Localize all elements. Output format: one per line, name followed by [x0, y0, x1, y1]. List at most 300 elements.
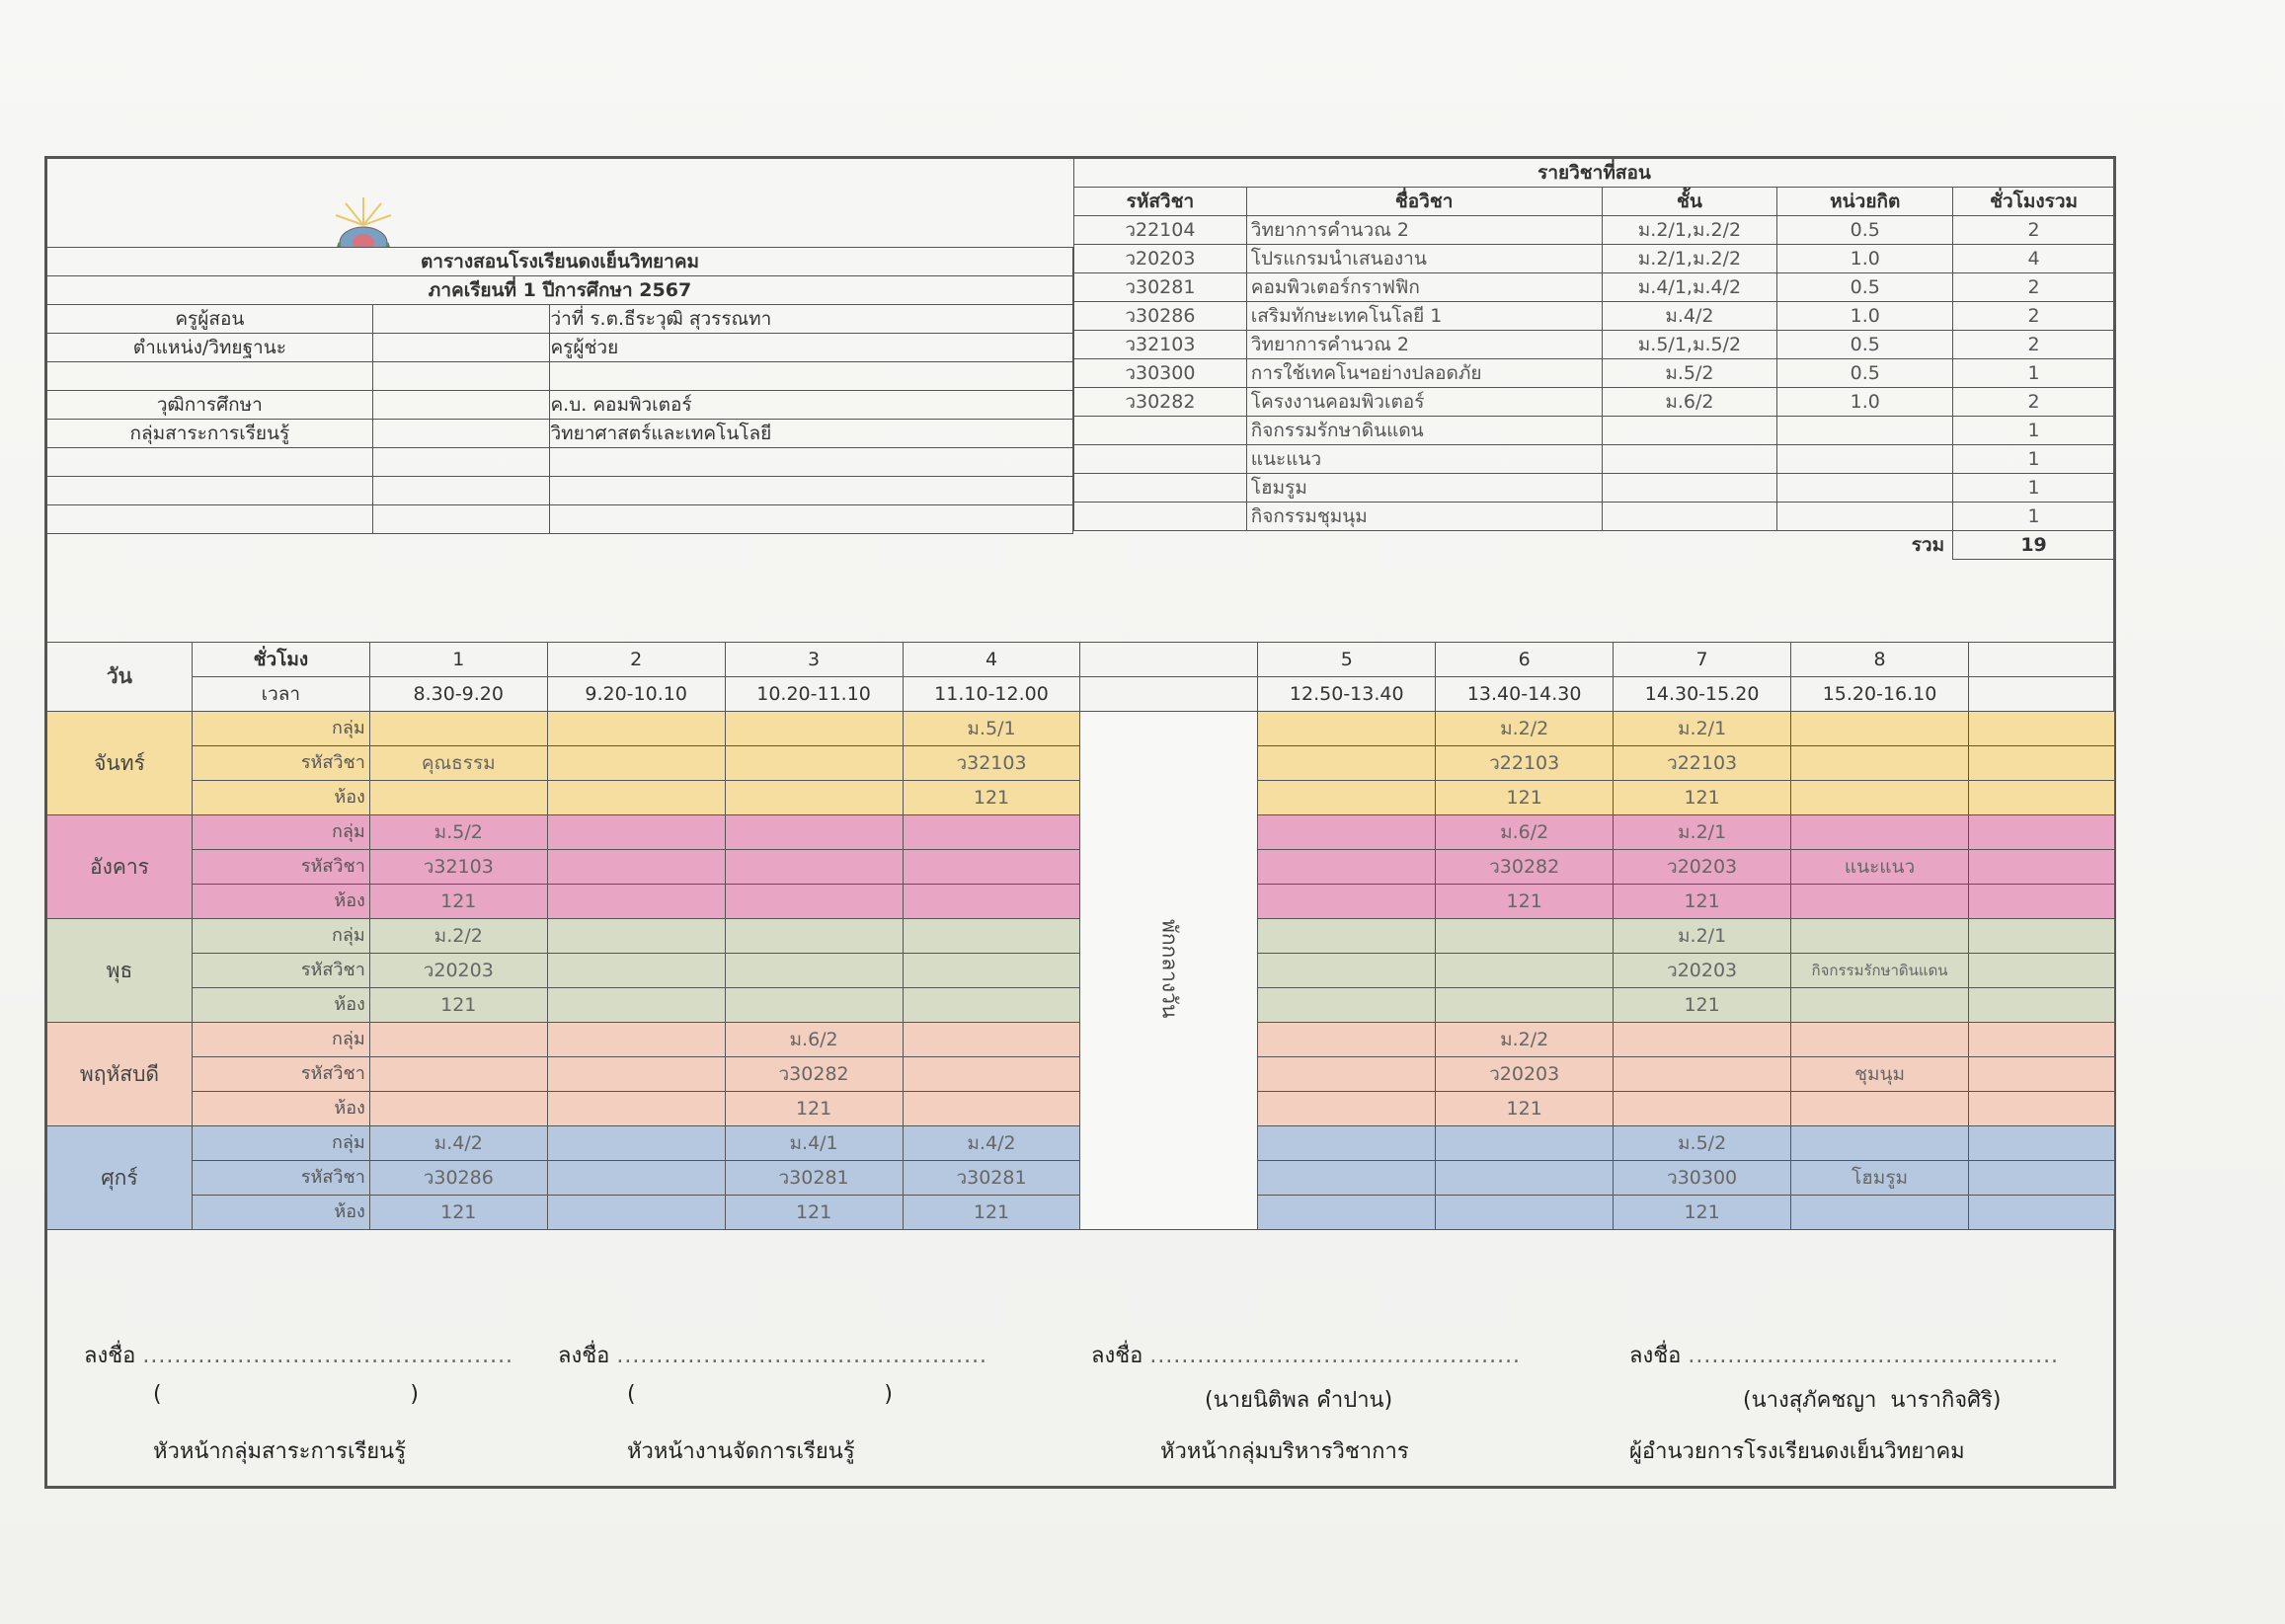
- subject-hours: 1: [1953, 445, 2115, 474]
- subject-class: ม.5/1,ม.5/2: [1602, 331, 1777, 359]
- schedule-cell: [1258, 954, 1436, 988]
- signer-name: ( ): [627, 1382, 893, 1407]
- schedule-cell: [1791, 988, 1969, 1023]
- info-blank: [372, 362, 550, 391]
- subject-credit: [1777, 417, 1953, 445]
- subject-name: วิทยาการคำนวณ 2: [1246, 216, 1602, 245]
- schedule-cell: ว30286: [369, 1161, 547, 1196]
- sign-label: ลงชื่อ: [1629, 1344, 1682, 1368]
- subject-credit: 1.0: [1777, 388, 1953, 417]
- row-label: รหัสวิชา: [192, 954, 369, 988]
- schedule-cell: [1969, 919, 2115, 954]
- schedule-cell: 121: [1614, 885, 1791, 919]
- signature-line: [1091, 1338, 1521, 1372]
- schedule-cell: [1969, 746, 2115, 781]
- subject-hours: 2: [1953, 302, 2115, 331]
- schedule-cell: [1258, 781, 1436, 815]
- schedule-cell: 121: [903, 781, 1080, 815]
- row-label: กลุ่ม: [192, 919, 369, 954]
- subjects-column-header: ชั่วโมงรวม: [1953, 188, 2115, 216]
- subject-class: ม.6/2: [1602, 388, 1777, 417]
- period-number: 8: [1791, 643, 1969, 677]
- subject-credit: 1.0: [1777, 302, 1953, 331]
- info-blank: [372, 505, 550, 534]
- schedule-cell: ม.2/2: [369, 919, 547, 954]
- period-number: 4: [903, 643, 1080, 677]
- period-number: 5: [1258, 643, 1436, 677]
- info-label: ครูผู้สอน: [47, 305, 373, 334]
- info-row: [47, 362, 1073, 391]
- schedule-cell: โฮมรูม: [1791, 1161, 1969, 1196]
- schedule-cell: [1258, 1161, 1436, 1196]
- subject-class: ม.2/1,ม.2/2: [1602, 245, 1777, 273]
- info-blank: [47, 448, 373, 477]
- row-label: ห้อง: [192, 1092, 369, 1126]
- schedule-cell: [1258, 885, 1436, 919]
- period-time: 15.20-16.10: [1791, 677, 1969, 712]
- schedule-cell: [903, 850, 1080, 885]
- info-blank: [550, 505, 1073, 534]
- schedule-cell: ม.5/1: [903, 712, 1080, 746]
- subject-name: โครงงานคอมพิวเตอร์: [1246, 388, 1602, 417]
- schedule-cell: [1258, 815, 1436, 850]
- schedule-cell: ม.4/2: [903, 1126, 1080, 1161]
- schedule-cell: [903, 1092, 1080, 1126]
- schedule-cell: ม.2/1: [1614, 712, 1791, 746]
- schedule-cell: [1791, 1023, 1969, 1057]
- subject-code: ว30300: [1074, 359, 1247, 388]
- total-label: รวม: [1074, 531, 1953, 560]
- schedule-cell: [547, 1057, 725, 1092]
- schedule-cell: [547, 1161, 725, 1196]
- schedule-cell: ว30281: [903, 1161, 1080, 1196]
- sign-dots: ...............................................: [1688, 1344, 2060, 1368]
- schedule-cell: ชุมนุม: [1791, 1057, 1969, 1092]
- schedule-cell: [1969, 1126, 2115, 1161]
- subject-credit: 1.0: [1777, 245, 1953, 273]
- schedule-cell: [1969, 988, 2115, 1023]
- schedule-cell: [1258, 1023, 1436, 1057]
- row-label: กลุ่ม: [192, 1023, 369, 1057]
- schedule-cell: ว32103: [369, 850, 547, 885]
- row-label: รหัสวิชา: [192, 746, 369, 781]
- subject-class: ม.4/1,ม.4/2: [1602, 273, 1777, 302]
- info-label: วุฒิการศึกษา: [47, 391, 373, 420]
- sign-label: ลงชื่อ: [1091, 1344, 1143, 1368]
- schedule-cell: [1614, 1092, 1791, 1126]
- row-label: ห้อง: [192, 1196, 369, 1230]
- schedule-cell: กิจกรรมรักษาดินแดน: [1791, 954, 1969, 988]
- info-blank: [550, 448, 1073, 477]
- schedule-cell: ว20203: [369, 954, 547, 988]
- period-number: 7: [1614, 643, 1791, 677]
- info-value: [550, 362, 1073, 391]
- schedule-cell: [903, 919, 1080, 954]
- info-blank: [372, 305, 550, 334]
- day-name: จันทร์: [47, 712, 193, 815]
- subject-name: โฮมรูม: [1246, 474, 1602, 503]
- day-name: พฤหัสบดี: [47, 1023, 193, 1126]
- schedule-cell: ว32103: [903, 746, 1080, 781]
- schedule-cell: [1436, 919, 1614, 954]
- schedule-cell: ม.6/2: [725, 1023, 903, 1057]
- subject-credit: [1777, 445, 1953, 474]
- signature-line: [558, 1338, 987, 1372]
- subject-credit: 0.5: [1777, 273, 1953, 302]
- subject-credit: [1777, 503, 1953, 531]
- info-blank: [550, 477, 1073, 505]
- subject-hours: 1: [1953, 359, 2115, 388]
- subject-credit: 0.5: [1777, 331, 1953, 359]
- schedule-cell: [1436, 1161, 1614, 1196]
- row-label: กลุ่ม: [192, 815, 369, 850]
- schedule-cell: ม.5/2: [369, 815, 547, 850]
- period-time: 10.20-11.10: [725, 677, 903, 712]
- subjects-column-header: รหัสวิชา: [1074, 188, 1247, 216]
- schedule-cell: ว20203: [1614, 954, 1791, 988]
- info-row: [47, 391, 1073, 420]
- schedule-cell: ว22103: [1614, 746, 1791, 781]
- subject-row: [1074, 503, 2115, 531]
- row-label: รหัสวิชา: [192, 850, 369, 885]
- schedule-cell: [547, 1196, 725, 1230]
- subject-code: ว30281: [1074, 273, 1247, 302]
- schedule-cell: [547, 988, 725, 1023]
- signature-line: [1629, 1338, 2059, 1372]
- subject-name: เสริมทักษะเทคโนโลยี 1: [1246, 302, 1602, 331]
- subject-row: [1074, 331, 2115, 359]
- schedule-cell: [369, 1057, 547, 1092]
- info-blank: [372, 391, 550, 420]
- schedule-cell: 121: [1614, 1196, 1791, 1230]
- schedule-cell: ว30300: [1614, 1161, 1791, 1196]
- signer-role: ผู้อำนวยการโรงเรียนดงเย็นวิทยาคม: [1629, 1439, 1965, 1464]
- schedule-cell: [1969, 1161, 2115, 1196]
- subject-name: วิทยาการคำนวณ 2: [1246, 331, 1602, 359]
- info-label: กลุ่มสาระการเรียนรู้: [47, 420, 373, 448]
- schedule-cell: ม.4/2: [369, 1126, 547, 1161]
- schedule-cell: [1969, 781, 2115, 815]
- teacher-info-table: [46, 158, 1073, 534]
- schedule-cell: [1969, 712, 2115, 746]
- school-logo-icon: [324, 195, 403, 248]
- schedule-cell: [1969, 954, 2115, 988]
- schedule-cell: 121: [1436, 885, 1614, 919]
- day-name: ศุกร์: [47, 1126, 193, 1230]
- lunch-break-label: พักกลางวัน: [1157, 918, 1182, 1019]
- schedule-cell: [725, 815, 903, 850]
- subject-hours: 2: [1953, 388, 2115, 417]
- subject-class: ม.4/2: [1602, 302, 1777, 331]
- period-header: ชั่วโมง: [192, 643, 369, 677]
- schedule-cell: [1791, 746, 1969, 781]
- subject-class: [1602, 474, 1777, 503]
- schedule-cell: [1436, 988, 1614, 1023]
- schedule-cell: ว30282: [725, 1057, 903, 1092]
- schedule-cell: ม.4/1: [725, 1126, 903, 1161]
- schedule-table: [46, 642, 2115, 1230]
- schedule-cell: ว20203: [1614, 850, 1791, 885]
- subject-hours: 2: [1953, 331, 2115, 359]
- info-blank: [372, 448, 550, 477]
- subject-code: [1074, 417, 1247, 445]
- signer-role: หัวหน้ากลุ่มสาระการเรียนรู้: [153, 1439, 407, 1464]
- period-time: 14.30-15.20: [1614, 677, 1791, 712]
- info-label: ตำแหน่ง/วิทยฐานะ: [47, 334, 373, 362]
- info-row: [47, 420, 1073, 448]
- schedule-cell: [547, 1092, 725, 1126]
- subjects-column-header: ชั้น: [1602, 188, 1777, 216]
- schedule-cell: [369, 781, 547, 815]
- schedule-cell: [1791, 1126, 1969, 1161]
- subjects-column-header: ชื่อวิชา: [1246, 188, 1602, 216]
- row-label: กลุ่ม: [192, 1126, 369, 1161]
- schedule-cell: [1791, 1196, 1969, 1230]
- schedule-cell: [1791, 815, 1969, 850]
- lunch-header-blank: [1080, 643, 1258, 677]
- period-time: 8.30-9.20: [369, 677, 547, 712]
- subject-hours: 1: [1953, 474, 2115, 503]
- subject-hours: 1: [1953, 503, 2115, 531]
- subject-class: [1602, 445, 1777, 474]
- subject-credit: 0.5: [1777, 359, 1953, 388]
- schedule-cell: [1258, 1196, 1436, 1230]
- subject-name: แนะแนว: [1246, 445, 1602, 474]
- schedule-cell: [547, 1126, 725, 1161]
- info-blank: [372, 420, 550, 448]
- schedule-row: [47, 712, 2115, 746]
- schedule-cell: [369, 1092, 547, 1126]
- schedule-cell: 121: [369, 885, 547, 919]
- subject-code: ว30286: [1074, 302, 1247, 331]
- subject-class: ม.2/1,ม.2/2: [1602, 216, 1777, 245]
- row-label: ห้อง: [192, 885, 369, 919]
- subjects-header-row: [1074, 188, 2115, 216]
- sign-label: ลงชื่อ: [84, 1344, 136, 1368]
- info-value: ครูผู้ช่วย: [550, 334, 1073, 362]
- schedule-cell: แนะแนว: [1791, 850, 1969, 885]
- subject-hours: 1: [1953, 417, 2115, 445]
- info-value: ค.บ. คอมพิวเตอร์: [550, 391, 1073, 420]
- schedule-cell: [369, 1023, 547, 1057]
- schedule-cell: [903, 885, 1080, 919]
- info-label: [47, 362, 373, 391]
- subject-code: ว20203: [1074, 245, 1247, 273]
- schedule-cell: [1969, 815, 2115, 850]
- schedule-cell: [1614, 1023, 1791, 1057]
- signer-role: หัวหน้ากลุ่มบริหารวิชาการ: [1160, 1439, 1409, 1464]
- schedule-cell: [725, 746, 903, 781]
- schedule-cell: [1969, 1057, 2115, 1092]
- schedule-cell: 121: [1436, 781, 1614, 815]
- subject-row: [1074, 302, 2115, 331]
- schedule-cell: 121: [369, 1196, 547, 1230]
- schedule-cell: [1258, 919, 1436, 954]
- period-number: 6: [1436, 643, 1614, 677]
- subject-name: การใช้เทคโนฯอย่างปลอดภัย: [1246, 359, 1602, 388]
- schedule-cell: [369, 712, 547, 746]
- schedule-cell: [1969, 1196, 2115, 1230]
- subject-credit: [1777, 474, 1953, 503]
- schedule-cell: [547, 712, 725, 746]
- subject-hours: 4: [1953, 245, 2115, 273]
- schedule-cell: [725, 850, 903, 885]
- schedule-cell: ม.2/1: [1614, 919, 1791, 954]
- subject-row: [1074, 388, 2115, 417]
- subject-credit: 0.5: [1777, 216, 1953, 245]
- signature-line: [84, 1338, 513, 1372]
- subject-code: [1074, 503, 1247, 531]
- row-label: รหัสวิชา: [192, 1161, 369, 1196]
- subject-code: [1074, 445, 1247, 474]
- schedule-cell: [1969, 1023, 2115, 1057]
- lunch-header-blank: [1080, 677, 1258, 712]
- schedule-cell: [1791, 712, 1969, 746]
- schedule-cell: ว30281: [725, 1161, 903, 1196]
- header-blank: [1969, 677, 2115, 712]
- schedule-cell: [547, 919, 725, 954]
- signer-name: (นายนิติพล คำปาน): [1205, 1388, 1393, 1413]
- info-row: [47, 305, 1073, 334]
- schedule-cell: [725, 885, 903, 919]
- schedule-cell: [547, 954, 725, 988]
- header-blank: [1969, 643, 2115, 677]
- info-value: วิทยาศาสตร์และเทคโนโลยี: [550, 420, 1073, 448]
- period-number: 2: [547, 643, 725, 677]
- signer-name: (นางสุภัคชญา นารากิจศิริ): [1743, 1388, 2002, 1413]
- subject-class: [1602, 417, 1777, 445]
- schedule-cell: ม.6/2: [1436, 815, 1614, 850]
- sign-dots: ...............................................: [1149, 1344, 1522, 1368]
- schedule-cell: [903, 988, 1080, 1023]
- schedule-cell: [1791, 1092, 1969, 1126]
- term-title: ภาคเรียนที่ 1 ปีการศึกษา 2567: [47, 276, 1073, 305]
- schedule-cell: 121: [1436, 1092, 1614, 1126]
- schedule-cell: [547, 815, 725, 850]
- schedule-cell: ม.2/2: [1436, 1023, 1614, 1057]
- period-time: 11.10-12.00: [903, 677, 1080, 712]
- schedule-cell: ว22103: [1436, 746, 1614, 781]
- schedule-cell: [1614, 1057, 1791, 1092]
- schedule-cell: [547, 850, 725, 885]
- schedule-cell: 121: [1614, 781, 1791, 815]
- subject-name: คอมพิวเตอร์กราฟฟิก: [1246, 273, 1602, 302]
- subject-row: [1074, 445, 2115, 474]
- schedule-cell: 121: [903, 1196, 1080, 1230]
- subject-hours: 2: [1953, 273, 2115, 302]
- subjects-table: [1073, 158, 2115, 560]
- schedule-cell: ม.5/2: [1614, 1126, 1791, 1161]
- subject-row: [1074, 245, 2115, 273]
- schedule-cell: คุณธรรม: [369, 746, 547, 781]
- subject-code: [1074, 474, 1247, 503]
- subject-code: ว30282: [1074, 388, 1247, 417]
- schedule-cell: [1436, 1196, 1614, 1230]
- subject-name: โปรแกรมนำเสนองาน: [1246, 245, 1602, 273]
- schedule-cell: [547, 746, 725, 781]
- schedule-cell: [903, 815, 1080, 850]
- schedule-cell: [1969, 885, 2115, 919]
- period-time: 9.20-10.10: [547, 677, 725, 712]
- info-blank: [372, 477, 550, 505]
- schedule-cell: [725, 988, 903, 1023]
- day-name: อังคาร: [47, 815, 193, 919]
- schedule-cell: [725, 781, 903, 815]
- sign-dots: ...............................................: [142, 1344, 514, 1368]
- info-row: [47, 334, 1073, 362]
- subject-name: กิจกรรมชุมนุม: [1246, 503, 1602, 531]
- schedule-cell: 121: [369, 988, 547, 1023]
- time-header: เวลา: [192, 677, 369, 712]
- schedule-cell: ม.2/1: [1614, 815, 1791, 850]
- schedule-cell: 121: [1614, 988, 1791, 1023]
- schedule-cell: [1791, 919, 1969, 954]
- lunch-break: [1080, 712, 1258, 1230]
- schedule-cell: ม.2/2: [1436, 712, 1614, 746]
- schedule-cell: ว20203: [1436, 1057, 1614, 1092]
- schedule-cell: [1258, 1057, 1436, 1092]
- subjects-column-header: หน่วยกิต: [1777, 188, 1953, 216]
- schedule-cell: [547, 781, 725, 815]
- subject-code: ว22104: [1074, 216, 1247, 245]
- sign-dots: ...............................................: [616, 1344, 988, 1368]
- info-value: ว่าที่ ร.ต.ธีระวุฒิ สุวรรณทา: [550, 305, 1073, 334]
- schedule-cell: [903, 954, 1080, 988]
- period-time: 12.50-13.40: [1258, 677, 1436, 712]
- subject-class: ม.5/2: [1602, 359, 1777, 388]
- schedule-cell: [725, 919, 903, 954]
- schedule-cell: [1436, 1126, 1614, 1161]
- row-label: ห้อง: [192, 988, 369, 1023]
- sign-label: ลงชื่อ: [558, 1344, 610, 1368]
- total-hours: 19: [1953, 531, 2115, 560]
- period-time: 13.40-14.30: [1436, 677, 1614, 712]
- schedule-cell: [725, 954, 903, 988]
- schedule-cell: [1258, 1092, 1436, 1126]
- schedule-cell: [547, 885, 725, 919]
- schedule-cell: [1258, 746, 1436, 781]
- info-blank: [372, 334, 550, 362]
- day-name: พุธ: [47, 919, 193, 1023]
- info-blank: [47, 505, 373, 534]
- schedule-cell: [547, 1023, 725, 1057]
- schedule-cell: [1258, 1126, 1436, 1161]
- schedule-cell: [725, 712, 903, 746]
- schedule-cell: [1791, 885, 1969, 919]
- subject-row: [1074, 273, 2115, 302]
- schedule-cell: [1436, 954, 1614, 988]
- subject-name: กิจกรรมรักษาดินแดน: [1246, 417, 1602, 445]
- row-label: รหัสวิชา: [192, 1057, 369, 1092]
- info-blank: [47, 477, 373, 505]
- signer-name: ( ): [153, 1382, 419, 1407]
- row-label: กลุ่ม: [192, 712, 369, 746]
- schedule-cell: [1969, 1092, 2115, 1126]
- period-number: 3: [725, 643, 903, 677]
- logo-cell: [47, 158, 1073, 248]
- subject-row: [1074, 417, 2115, 445]
- schedule-cell: [1791, 781, 1969, 815]
- schedule-cell: [1258, 850, 1436, 885]
- subject-class: [1602, 503, 1777, 531]
- subject-code: ว32103: [1074, 331, 1247, 359]
- subject-row: [1074, 359, 2115, 388]
- signer-role: หัวหน้างานจัดการเรียนรู้: [627, 1439, 855, 1464]
- period-number: 1: [369, 643, 547, 677]
- subjects-title: รายวิชาที่สอน: [1074, 159, 2115, 188]
- subject-row: [1074, 216, 2115, 245]
- schedule-cell: [1258, 712, 1436, 746]
